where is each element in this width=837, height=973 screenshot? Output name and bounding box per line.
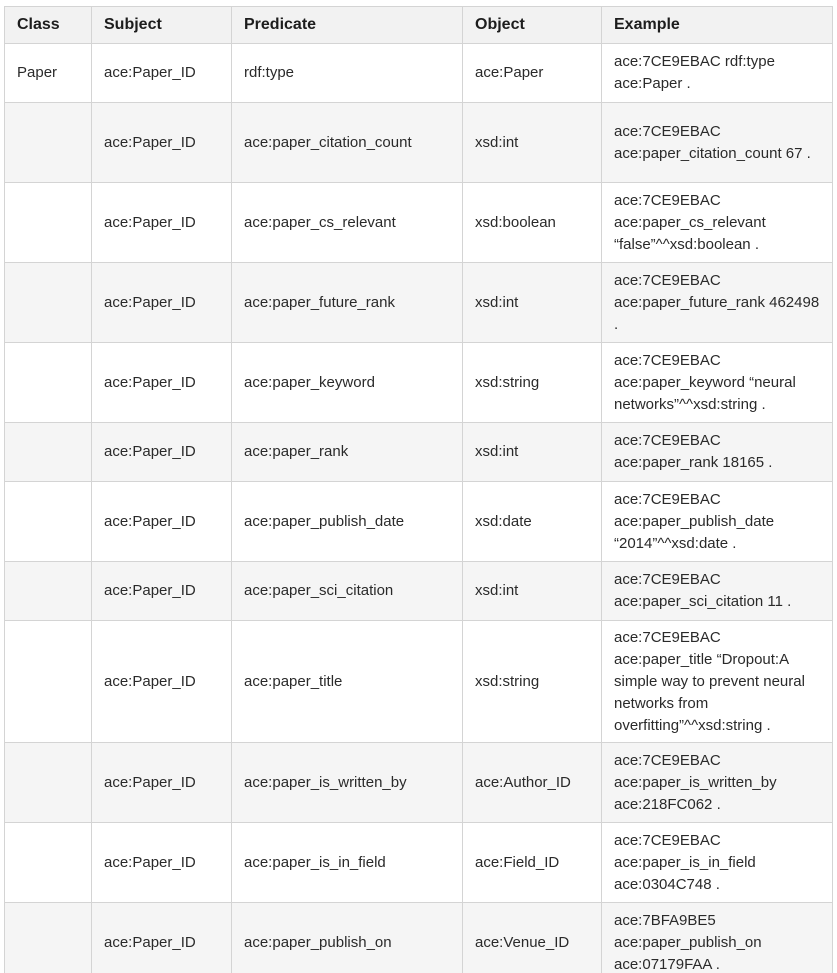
table-row: [5, 183, 833, 263]
table-row: [5, 263, 833, 343]
cell-object: xsd:boolean: [463, 183, 602, 263]
table-row: [5, 903, 833, 973]
table-row: [5, 103, 833, 183]
cell-object: xsd:date: [463, 482, 602, 562]
cell-predicate: ace:paper_is_in_field: [232, 823, 463, 903]
cell-example: ace:7CE9EBAC ace:paper_keyword “neural networks”^^xsd:string .: [602, 343, 833, 423]
cell-subject: ace:Paper_ID: [92, 562, 232, 621]
cell-class: [5, 343, 92, 423]
cell-subject: ace:Paper_ID: [92, 343, 232, 423]
cell-predicate: rdf:type: [232, 44, 463, 103]
cell-example: ace:7CE9EBAC ace:paper_is_in_field ace:0304C748 .: [602, 823, 833, 903]
cell-class: [5, 621, 92, 743]
table-row: [5, 562, 833, 621]
table-body: [5, 44, 833, 973]
header-example: Example: [602, 7, 833, 44]
cell-class: [5, 103, 92, 183]
cell-subject: ace:Paper_ID: [92, 263, 232, 343]
cell-subject: ace:Paper_ID: [92, 743, 232, 823]
cell-object: xsd:int: [463, 103, 602, 183]
cell-predicate: ace:paper_citation_count: [232, 103, 463, 183]
cell-subject: ace:Paper_ID: [92, 482, 232, 562]
cell-class: [5, 263, 92, 343]
cell-example: ace:7CE9EBAC ace:paper_citation_count 67 .: [602, 103, 833, 183]
header-row: [5, 7, 833, 44]
cell-predicate: ace:paper_cs_relevant: [232, 183, 463, 263]
cell-class: [5, 482, 92, 562]
cell-object: ace:Field_ID: [463, 823, 602, 903]
cell-example: ace:7CE9EBAC ace:paper_sci_citation 11 .: [602, 562, 833, 621]
table-row: [5, 423, 833, 482]
cell-class: Paper: [5, 44, 92, 103]
cell-predicate: ace:paper_future_rank: [232, 263, 463, 343]
cell-example: ace:7CE9EBAC ace:paper_title “Dropout:A simple way to prevent neural networks from overfitting”^^xsd:string .: [602, 621, 833, 743]
cell-subject: ace:Paper_ID: [92, 423, 232, 482]
cell-class: [5, 743, 92, 823]
cell-class: [5, 562, 92, 621]
cell-object: xsd:string: [463, 621, 602, 743]
header-class: Class: [5, 7, 92, 44]
cell-object: xsd:int: [463, 263, 602, 343]
cell-class: [5, 903, 92, 973]
table-row: [5, 343, 833, 423]
cell-predicate: ace:paper_rank: [232, 423, 463, 482]
cell-class: [5, 183, 92, 263]
table-row: [5, 44, 833, 103]
cell-predicate: ace:paper_publish_on: [232, 903, 463, 973]
cell-example: ace:7CE9EBAC rdf:type ace:Paper .: [602, 44, 833, 103]
table-header: [5, 7, 833, 44]
cell-subject: ace:Paper_ID: [92, 183, 232, 263]
schema-table: [4, 6, 833, 973]
cell-object: ace:Venue_ID: [463, 903, 602, 973]
cell-example: ace:7CE9EBAC ace:paper_rank 18165 .: [602, 423, 833, 482]
table-row: [5, 482, 833, 562]
cell-predicate: ace:paper_title: [232, 621, 463, 743]
cell-subject: ace:Paper_ID: [92, 621, 232, 743]
cell-subject: ace:Paper_ID: [92, 103, 232, 183]
cell-subject: ace:Paper_ID: [92, 903, 232, 973]
cell-predicate: ace:paper_is_written_by: [232, 743, 463, 823]
table-row: [5, 743, 833, 823]
cell-class: [5, 423, 92, 482]
cell-object: xsd:int: [463, 423, 602, 482]
cell-predicate: ace:paper_sci_citation: [232, 562, 463, 621]
cell-predicate: ace:paper_keyword: [232, 343, 463, 423]
cell-subject: ace:Paper_ID: [92, 44, 232, 103]
table-row: [5, 621, 833, 743]
cell-predicate: ace:paper_publish_date: [232, 482, 463, 562]
cell-example: ace:7BFA9BE5 ace:paper_publish_on ace:07179FAA .: [602, 903, 833, 973]
header-object: Object: [463, 7, 602, 44]
header-predicate: Predicate: [232, 7, 463, 44]
cell-object: ace:Paper: [463, 44, 602, 103]
cell-example: ace:7CE9EBAC ace:paper_future_rank 462498 .: [602, 263, 833, 343]
table-row: [5, 823, 833, 903]
cell-example: ace:7CE9EBAC ace:paper_cs_relevant “false”^^xsd:boolean .: [602, 183, 833, 263]
cell-example: ace:7CE9EBAC ace:paper_is_written_by ace:218FC062 .: [602, 743, 833, 823]
cell-example: ace:7CE9EBAC ace:paper_publish_date “2014”^^xsd:date .: [602, 482, 833, 562]
header-subject: Subject: [92, 7, 232, 44]
cell-class: [5, 823, 92, 903]
cell-subject: ace:Paper_ID: [92, 823, 232, 903]
cell-object: xsd:int: [463, 562, 602, 621]
cell-object: xsd:string: [463, 343, 602, 423]
cell-object: ace:Author_ID: [463, 743, 602, 823]
